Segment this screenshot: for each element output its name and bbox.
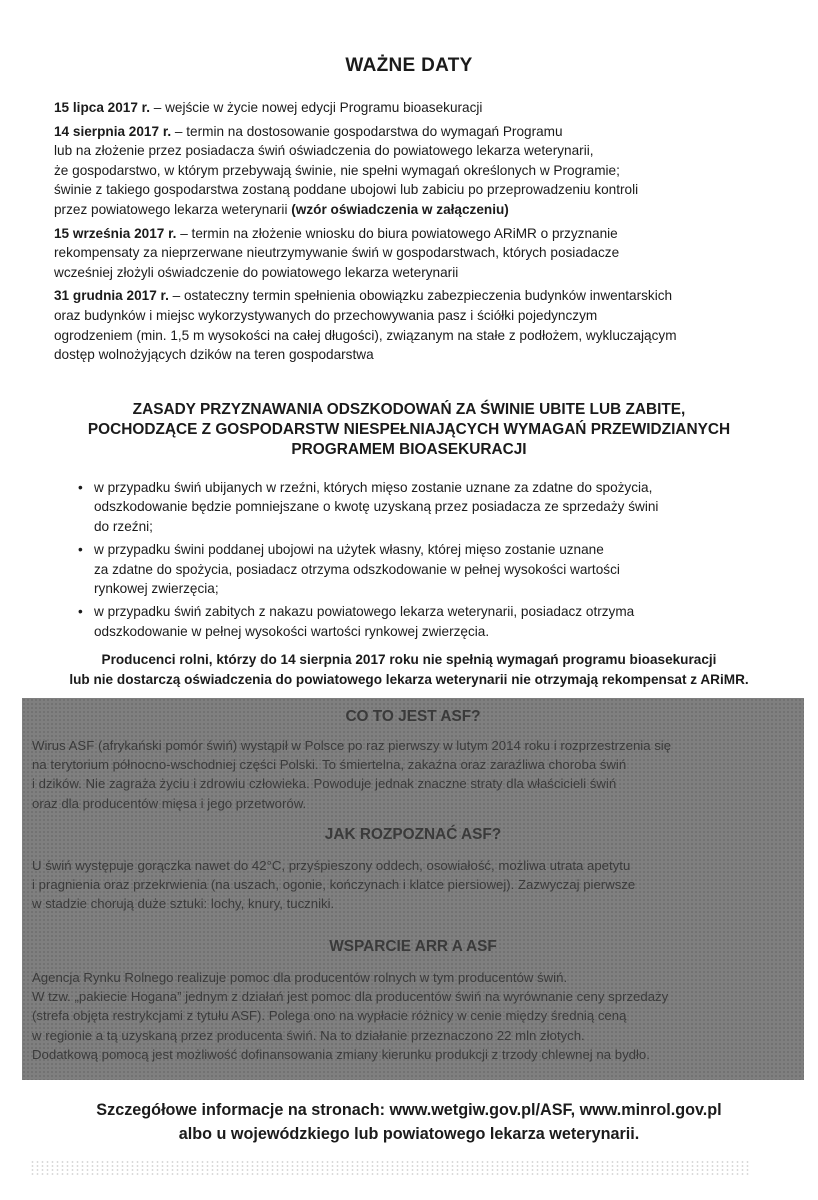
date-text: – wejście w życie nowej edycji Programu bioasekuracji (150, 100, 483, 115)
asf-support-title: WSPARCIE ARR A ASF (329, 938, 497, 955)
asf-text-line: U świń występuje gorączka nawet do 42°C, przyśpieszony oddech, osowiałość, możliwa utrata apetytu (32, 858, 631, 873)
date-text: dostęp wolnożyjących dzików na teren gospodarstwa (54, 347, 374, 363)
warning-line: Producenci rolni, którzy do 14 sierpnia 2017 roku nie spełnią wymagań programu bioasekuracji (101, 652, 717, 667)
list-item-text: w przypadku świń ubijanych w rzeźni, których mięso zostanie uznane za zdatne do spożycia, (94, 480, 653, 495)
asf-what-title: CO TO JEST ASF? (345, 708, 481, 725)
list-item-text: za zdatne do spożycia, posiadacz otrzyma odszkodowanie w pełnej wysokości wartości (94, 561, 620, 577)
footer-line: Szczegółowe informacje na stronach: www.wetgiw.gov.pl/ASF, www.minrol.gov.pl (96, 1101, 722, 1119)
asf-recognize-title: JAK ROZPOZNAĆ ASF? (324, 826, 502, 843)
list-item-text: do rzeźni; (94, 518, 153, 534)
asf-text-line: Agencja Rynku Rolnego realizuje pomoc dla producentów rolnych w tym producentów świń. (32, 970, 568, 985)
compensation-rules-list (78, 478, 798, 645)
date-text: lub na złożenie przez posiadacza świń oświadczenia do powiatowego lekarza weterynarii, (54, 143, 594, 159)
asf-text-line: (strefa objęta restrykcjami z tytułu ASF). Polega ono na wypłacie różnicy w cenie między średnią ceną (32, 1008, 627, 1024)
list-item-text: w przypadku świń zabitych z nakazu powiatowego lekarza weterynarii, posiadacz otrzyma (94, 604, 635, 620)
date-text: wcześniej złożyli oświadczenie do powiatowego lekarza weterynarii (54, 264, 459, 280)
date-entry (54, 286, 794, 364)
asf-text-line: Wirus ASF (afrykański pomór świń) wystąpił w Polsce po raz pierwszy w lutym 2014 roku i rozprzestrzenia się (32, 738, 672, 753)
date-text: że gospodarstwo, w którym przebywają świnie, nie spełni wymagań określonych w Programie; (54, 162, 620, 178)
important-dates-list (54, 98, 794, 369)
warning-line: lub nie dostarczą oświadczenia do powiatowego lekarza weterynarii nie otrzymają rekompensat z ARiMR. (69, 672, 749, 687)
date-entry-line (54, 122, 794, 142)
date-text: oraz budynków i miejsc wykorzystywanych do przechowywania pasz i ściółki pojedynczym (54, 307, 598, 323)
date-entry-line (54, 224, 794, 244)
date-text: rekompensaty za nieprzerwane nieutrzymywanie świń w gospodarstwach, których posiadacze (54, 245, 620, 261)
list-item-text: rynkowej zwierzęcia; (94, 581, 219, 597)
bullet-icon: • (78, 542, 83, 558)
asf-text-line: i pragnienia oraz przekrwienia (na uszach, ogonie, kończynach i klatce piersiowej). Zazwyczaj pierwsze (32, 877, 636, 893)
asf-what-text (32, 736, 802, 813)
date-entry-line (54, 200, 794, 220)
asf-support-text (32, 968, 802, 1064)
date-entry (54, 98, 794, 118)
bullet-icon: • (78, 480, 83, 495)
date-label: 15 lipca 2017 r. (54, 100, 150, 115)
asf-text-line: Dodatkową pomocą jest możliwość dofinansowania zmiany kierunku produkcji z trzody chlewnej na bydło. (32, 1046, 650, 1062)
page-title: WAŻNE DATY (345, 55, 473, 76)
list-item (78, 540, 798, 598)
scan-artifact (30, 1160, 750, 1176)
list-item-text: odszkodowanie będzie pomniejszane o kwotę uzyskaną przez posiadacza ze sprzedaży świni (94, 499, 659, 515)
date-entry (54, 224, 794, 283)
list-item (78, 602, 798, 641)
asf-text-line: W tzw. „pakiecie Hogana” jednym z działań jest pomoc dla producentów świń na wyrównanie ceny sprzedaży (32, 989, 669, 1005)
asf-text-line: na terytorium północno-wschodniej części Polski. To śmiertelna, zakaźna oraz zaraźliwa choroba świń (32, 757, 627, 773)
date-text: przez powiatowego lekarza weterynarii (54, 201, 292, 217)
date-text: – termin na dostosowanie gospodarstwa do wymagań Programu (171, 123, 563, 139)
compensation-title-line: ZASADY PRZYZNAWANIA ODSZKODOWAŃ ZA ŚWINIE UBITE LUB ZABITE, (132, 401, 686, 418)
compensation-title-line: PROGRAMEM BIOASEKURACJI (291, 441, 527, 458)
asf-recognize-text (32, 856, 802, 914)
bullet-icon: • (78, 604, 83, 620)
list-item (78, 478, 798, 536)
asf-text-line: oraz dla producentów mięsa i jego przetworów. (32, 795, 307, 811)
date-text: – termin na złożenie wniosku do biura powiatowego ARiMR o przyznanie (176, 225, 618, 241)
compensation-title-line: POCHODZĄCE Z GOSPODARSTW NIESPEŁNIAJĄCYCH WYMAGAŃ PRZEWIDZIANYCH (87, 421, 731, 438)
list-item-text: w przypadku świni poddanej ubojowi na użytek własny, której mięso zostanie uznane (94, 542, 604, 558)
asf-info-box (22, 698, 804, 1080)
date-text: ogrodzeniem (min. 1,5 m wysokości na całej długości), związanym na stałe z podłożem, wykluczającym (54, 327, 677, 343)
footer-line: albo u wojewódzkiego lub powiatowego lekarza weterynarii. (178, 1125, 640, 1143)
compensation-title (0, 400, 818, 460)
date-entry-line (54, 286, 794, 306)
footer-contact-info (0, 1098, 818, 1146)
date-entry-line (54, 98, 794, 118)
date-label: 14 sierpnia 2017 r. (54, 123, 172, 139)
date-label: 31 grudnia 2017 r. (54, 288, 169, 304)
producers-warning (0, 650, 818, 690)
declaration-note: (wzór oświadczenia w załączeniu) (291, 201, 509, 217)
asf-text-line: i dzików. Nie zagraża życiu i zdrowiu człowieka. Powoduje jednak znaczne straty dla właścicieli świń (32, 776, 617, 792)
date-label: 15 września 2017 r. (54, 225, 177, 241)
date-text: – ostateczny termin spełnienia obowiązku zabezpieczenia budynków inwentarskich (168, 288, 673, 304)
asf-text-line: w stadzie chorują duże sztuki: lochy, knury, tuczniki. (32, 896, 335, 912)
date-entry (54, 122, 794, 220)
date-text: świnie z takiego gospodarstwa zostaną poddane ubojowi lub zabiciu po przeprowadzeniu kontroli (54, 182, 639, 198)
list-item-text: odszkodowanie w pełnej wysokości wartości rynkowej zwierzęcia. (94, 623, 490, 639)
asf-text-line: w regionie a tą uzyskaną przez producenta świń. Na to działanie przeznaczono 22 mln złotych. (32, 1027, 585, 1043)
